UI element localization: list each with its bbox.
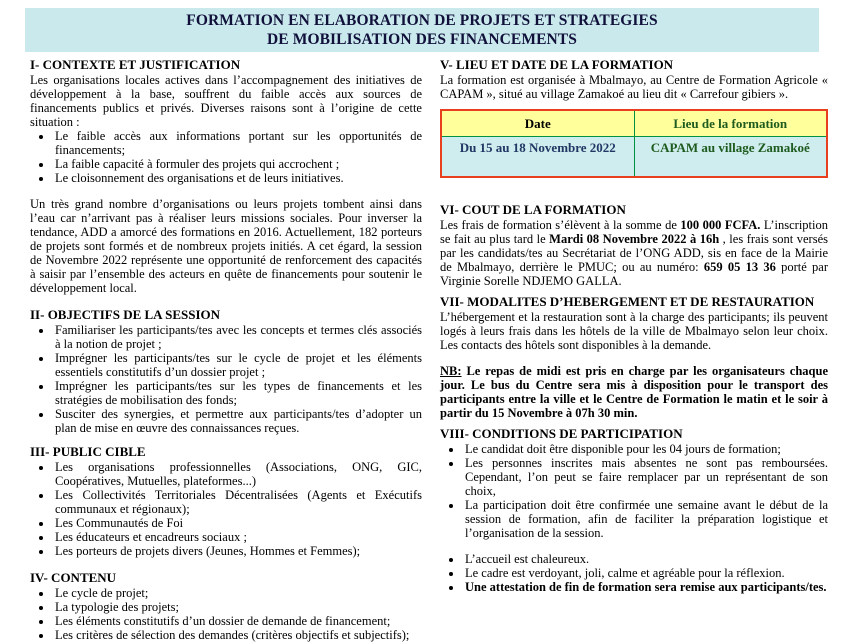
document-title-line2: DE MOBILISATION DES FINANCEMENTS [267, 31, 577, 48]
bullet-item: • Familiariser les participants/tes avec les concepts et termes clés associés à la notion de projet ; [53, 323, 422, 351]
bullet-item: • Susciter des synergies, et permettre aux participants/tes d’adopter un plan de mise en œuvre des connaissances reçues. [53, 407, 422, 435]
section-contenu [30, 570, 422, 642]
table-header-date: Date [441, 110, 634, 137]
table-header-lieu: Lieu de la formation [634, 110, 827, 137]
conditions-bullet-list [440, 442, 828, 540]
nb-label: NB: [440, 364, 462, 378]
table-cell-date: Du 15 au 18 Novembre 2022 [441, 137, 634, 178]
text-run-bold: 659 05 13 36 [703, 260, 776, 274]
date-lieu-table [440, 109, 828, 178]
section-conditions [440, 426, 828, 594]
bullet-item: • Les éléments constitutifs d’un dossier de demande de financement; [53, 614, 422, 628]
bullet-item: • Le faible accès aux informations portant sur les opportunités de financements; [53, 129, 422, 157]
right-column [440, 57, 828, 594]
section-contexte [30, 57, 422, 295]
hebergement-paragraph: L’hébergement et la restauration sont à la charge des participants; ils peuvent logés à leurs frais dans les hôtels de la ville de Mbalmayo selon leur choix. Les contacts des hôtels sont disponibles à la demande. [440, 310, 828, 352]
bullet-item: • Le cloisonnement des organisations et de leurs initiatives. [53, 171, 422, 185]
section-heading-lieu-date: V- LIEU ET DATE DE LA FORMATION [440, 57, 674, 72]
section-heading-conditions: VIII- CONDITIONS DE PARTICIPATION [440, 426, 683, 441]
contexte-bullet-list [30, 129, 422, 185]
bullet-item: • La typologie des projets; [53, 600, 422, 614]
bullet-item: • L’accueil est chaleureux. [463, 552, 828, 566]
bullet-item: • Les éducateurs et encadreurs sociaux ; [53, 530, 422, 544]
text-run: , les frais sont versés par les candidats/tes au Secrétariat de l’ONG ADD, sis en face de la Mairie de Mbalmayo, derrière le PMUC; ou au numéro: [440, 232, 828, 274]
section-heading-objectifs: II- OBJECTIFS DE LA SESSION [30, 307, 221, 322]
bullet-item: • Le cadre est verdoyant, joli, calme et agréable pour la réflexion. [463, 566, 828, 580]
bullet-item: • Les critères de sélection des demandes (critères objectifs et subjectifs); [53, 628, 422, 642]
contenu-bullet-list [30, 586, 422, 642]
lieu-date-paragraph: La formation est organisée à Mbalmayo, au Centre de Formation Agricole « CAPAM », situé au village Zamakoé au lieu dit « Carrefour gibiers ». [440, 73, 828, 101]
text-run: Les frais de formation s’élèvent à la somme de [440, 218, 681, 232]
table-cell-lieu: CAPAM au village Zamakoé [634, 137, 827, 178]
document-title-banner [25, 8, 819, 52]
bullet-item: • Les porteurs de projets divers (Jeunes, Hommes et Femmes); [53, 544, 422, 558]
section-heading-hebergement: VII- MODALITES D’HEBERGEMENT ET DE RESTAURATION [440, 294, 815, 309]
section-hebergement [440, 294, 828, 420]
table-row [441, 137, 827, 178]
public-cible-bullet-list [30, 460, 422, 558]
bullet-item: • Imprégner les participants/tes sur les types de financements et les stratégies de mobilisation des fonds; [53, 379, 422, 407]
section-heading-public-cible: III- PUBLIC CIBLE [30, 444, 146, 459]
bullet-item: • Le cycle de projet; [53, 586, 422, 600]
section-objectifs [30, 307, 422, 435]
text-run-bold: 100 000 FCFA. [680, 218, 761, 232]
section-public-cible [30, 444, 422, 558]
section-heading-contexte: I- CONTEXTE ET JUSTIFICATION [30, 57, 241, 72]
conditions-extra-bullet-list [440, 552, 828, 594]
bullet-item: • La participation doit être confirmée une semaine avant le début de la session de formation, afin de faciliter la préparation logistique et l’organisation de la session. [463, 498, 828, 540]
left-column [30, 57, 422, 642]
cout-paragraph [440, 218, 828, 288]
objectifs-bullet-list [30, 323, 422, 435]
section-heading-contenu: IV- CONTENU [30, 570, 117, 585]
bullet-item: • Le candidat doit être disponible pour les 04 jours de formation; [463, 442, 828, 456]
section-cout [440, 202, 828, 288]
nb-text: Le repas de midi est pris en charge par les organisateurs chaque jour. Le bus du Centre sera mis à disposition pour le transport des participants entre la ville et le Centre de Formation le matin et le soir à partir du 15 Novembre à 07h 30 min. [440, 364, 828, 420]
nb-note [440, 364, 828, 420]
section-lieu-date [440, 57, 828, 178]
text-run-bold: Mardi 08 Novembre 2022 à 16h [549, 232, 720, 246]
text-run: porté par Virginie Sorelle NDJEMO GALLA. [440, 260, 828, 288]
contexte-paragraph-2: Un très grand nombre d’organisations ou leurs projets tombent ainsi dans l’eau car n’arrivant pas à réaliser leurs missions sociales. Pour inverser la tendance, ADD a amorcé des formations en 2016. Actuellement, 182 porteurs de projets sont formés et de nombreux projets initiés. A cet égard, la session de Novembre 2022 représente une opportunité de renforcement des capacités à saisir par l’ensemble des acteurs en quête de financements pour soutenir le développement local. [30, 197, 422, 295]
bullet-item: • Les personnes inscrites mais absentes ne sont pas remboursées. Cependant, l’on peut se faire remplacer par un représentant de son choix, [463, 456, 828, 498]
section-heading-cout: VI- COUT DE LA FORMATION [440, 202, 626, 217]
bullet-item: • Les Communautés de Foi [53, 516, 422, 530]
text-run: L’inscription se fait au plus tard le [440, 218, 828, 246]
bullet-item-bold: • Une attestation de fin de formation sera remise aux participants/tes. [463, 580, 828, 594]
contexte-paragraph-1: Les organisations locales actives dans l’accompagnement des initiatives de développement à la base, souffrent du faible accès aux sources de financements publics et privés. Diverses raisons sont à l’origine de cette situation : [30, 73, 422, 129]
bullet-item: • Les Collectivités Territoriales Décentralisées (Agents et Exécutifs communaux et régionaux); [53, 488, 422, 516]
table-header-row [441, 110, 827, 137]
document-title-line1: FORMATION EN ELABORATION DE PROJETS ET STRATEGIES [186, 12, 658, 29]
bullet-item: • Les organisations professionnelles (Associations, ONG, GIC, Coopératives, Mutuelles, plateformes...) [53, 460, 422, 488]
bullet-item: • La faible capacité à formuler des projets qui accrochent ; [53, 157, 422, 171]
bullet-item: • Imprégner les participants/tes sur le cycle de projet et les éléments essentiels constitutifs d’un dossier projet ; [53, 351, 422, 379]
